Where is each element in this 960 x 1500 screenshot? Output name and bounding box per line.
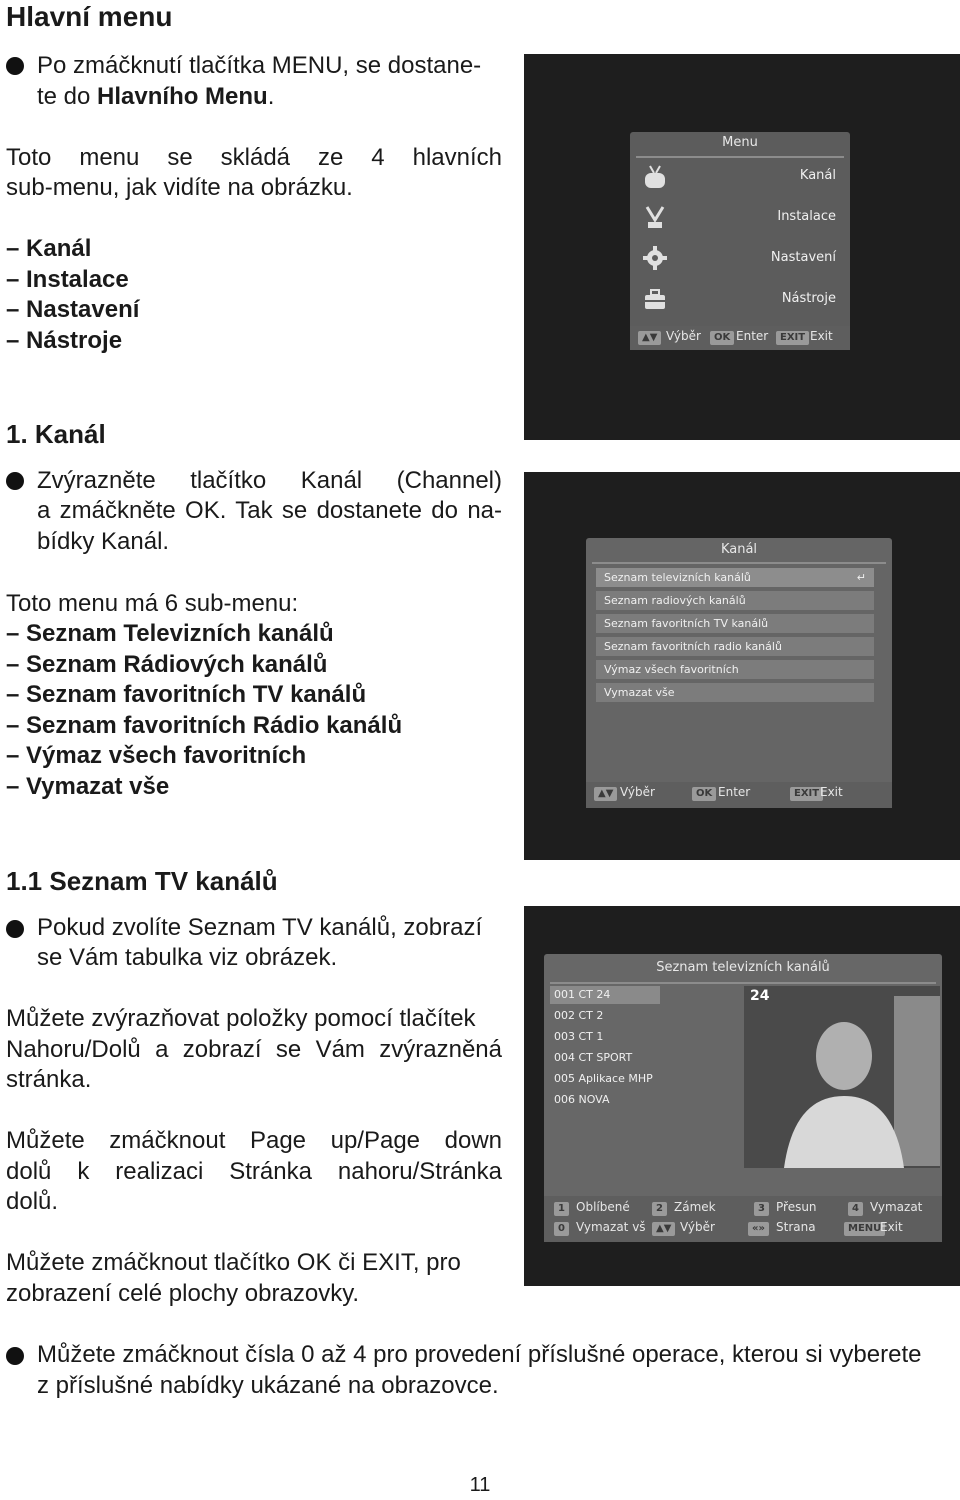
divider (592, 562, 886, 564)
section1-bullet-line3: bídky Kanál. (37, 528, 170, 555)
section1-bullet-line2: a zmáčkněte OK. Tak se dostanete do na- (37, 497, 502, 524)
updown-key: ▲▼ (594, 787, 617, 801)
kanal-submenu-item: – Seznam favoritních TV kanálů (6, 680, 402, 711)
section11-p3-line2: zobrazení celé plochy obrazovky. (6, 1280, 360, 1307)
main-menu-panel (630, 132, 850, 350)
ok-key: OK (710, 331, 734, 345)
kanal-item-fav-tv[interactable]: Seznam favoritních TV kanálů (596, 614, 874, 633)
section11-p2-line2: dolů k realizaci Stránka nahoru/Stránka (6, 1158, 502, 1185)
lock-label: Zámek (674, 1200, 716, 1214)
divider (550, 982, 936, 984)
section11-p2-line1: Můžete zmáčknout Page up/Page down (6, 1127, 502, 1154)
bullet-dot (6, 472, 24, 490)
page-number: 11 (469, 1474, 491, 1496)
intro-bullet-text (37, 51, 502, 112)
menu-item-nastaveni[interactable]: Nastavení (770, 250, 836, 265)
divider (636, 156, 844, 158)
kanal-item-fav-radio[interactable]: Seznam favoritních radio kanálů (596, 637, 874, 656)
section11-bullet-line1: Pokud zvolíte Seznam TV kanálů, zobrazí (37, 914, 483, 941)
submenu-item: – Nastavení (6, 295, 139, 326)
move-label: Přesun (776, 1200, 817, 1214)
intro-bullet-line2-pre: te do (37, 82, 98, 110)
enter-label: Enter (718, 785, 751, 799)
kanal-item-delete-fav[interactable]: Výmaz všech favoritních (596, 660, 874, 679)
intro-para-line2: sub-menu, jak vidíte na obrázku. (6, 174, 353, 201)
channel-row[interactable]: 006 NOVA (554, 1093, 610, 1106)
section11-bullet-line2: se Vám tabulka viz obrázek. (37, 944, 338, 971)
kanal-title: Kanál (720, 542, 758, 557)
key-4: 4 (848, 1202, 863, 1216)
section1-bullet-line1: Zvýrazněte tlačítko Kanál (Channel) (37, 467, 502, 494)
enter-icon: ↵ (856, 571, 866, 584)
video-preview (744, 986, 940, 1168)
section11-p3-line1: Můžete zmáčknout tlačítko OK či EXIT, pro (6, 1249, 461, 1276)
kanal-submenu-item: – Seznam Televizních kanálů (6, 619, 402, 650)
delete-all-label: Vymazat vš (576, 1220, 646, 1234)
kanal-panel (586, 538, 892, 808)
updown-key: ▲▼ (638, 331, 661, 345)
intro-bullet-line2 (37, 82, 502, 113)
toolbox-icon (642, 286, 668, 312)
exit-label: Exit (820, 785, 843, 799)
kanal-item-tv-list[interactable] (596, 568, 874, 587)
kanal-footer (586, 782, 892, 808)
section11-p1-line1: Můžete zvýrazňovat položky pomocí tlačítek (6, 1005, 476, 1032)
presenter-image (744, 986, 940, 1168)
submenu-item: – Kanál (6, 234, 139, 265)
page-heading: Hlavní menu (6, 1, 173, 32)
menu-item-instalace[interactable]: Instalace (777, 209, 836, 224)
kanal-submenu-item: – Seznam Rádiových kanálů (6, 650, 402, 681)
submenu-item: – Instalace (6, 265, 139, 296)
key-0: 0 (554, 1222, 569, 1236)
channel-logo: 24 (750, 988, 770, 1004)
key-3: 3 (754, 1202, 769, 1216)
exit-label: Exit (880, 1220, 903, 1234)
enter-label: Enter (736, 329, 769, 343)
favorites-label: Oblíbené (576, 1200, 630, 1214)
intro-bullet-line1: Po zmáčknutí tlačítka MENU, se dostane- (37, 52, 482, 79)
tvlist-title: Seznam televizních kanálů (656, 960, 830, 975)
menu-item-nastroje[interactable]: Nástroje (781, 291, 836, 306)
kanal-item-delete-all[interactable]: Vymazat vše (596, 683, 874, 702)
key-2: 2 (652, 1202, 667, 1216)
delete-label: Vymazat (870, 1200, 923, 1214)
screenshot-main-menu (524, 54, 960, 440)
kanal-submenu-item: – Vymazat vše (6, 772, 402, 803)
updown-key: ▲▼ (652, 1222, 675, 1236)
section11-p1-line2: Nahoru/Dolů a zobrazí se Vám zvýrazněná (6, 1036, 502, 1063)
gear-icon (642, 245, 668, 271)
tvlist-footer (544, 1196, 942, 1242)
channel-row[interactable]: 005 Aplikace MHP (554, 1072, 653, 1085)
screenshot-kanal-menu (524, 472, 960, 860)
select-label: Výběr (666, 329, 701, 343)
section1-heading: 1. Kanál (6, 419, 106, 449)
exit-key: EXIT (776, 331, 809, 345)
satellite-dish-icon (642, 204, 668, 230)
kanal-item-label: Seznam televizních kanálů (604, 571, 751, 584)
channel-row[interactable]: 002 CT 2 (554, 1009, 604, 1022)
exit-key: EXIT (790, 787, 823, 801)
bullet-dot (6, 1347, 24, 1365)
kanal-submenu-item: – Výmaz všech favoritních (6, 741, 402, 772)
tvlist-panel (544, 954, 942, 1242)
screenshot-tv-list (524, 906, 960, 1286)
menu-key: MENU (844, 1222, 885, 1236)
channel-row[interactable]: 003 CT 1 (554, 1030, 604, 1043)
channel-row[interactable]: 001 CT 24 (550, 986, 660, 1004)
kanal-item-radio-list[interactable]: Seznam radiových kanálů (596, 591, 874, 610)
menu-item-kanal[interactable]: Kanál (799, 168, 836, 183)
page-label: Strana (776, 1220, 816, 1234)
intro-para-line1: Toto menu se skládá ze 4 hlavních (6, 144, 502, 171)
key-1: 1 (554, 1202, 569, 1216)
section11-p2-line3: dolů. (6, 1188, 59, 1215)
section11-bullet2-line1: Můžete zmáčknout čísla 0 až 4 pro provedení příslušné operace, kterou si vyberete (37, 1341, 922, 1368)
section1-list-intro: Toto menu má 6 sub-menu: (6, 590, 299, 617)
section11-p1-line3: stránka. (6, 1066, 92, 1093)
bullet-dot (6, 57, 24, 75)
select-label: Výběr (620, 785, 655, 799)
intro-bullet-bold: Hlavního Menu (97, 82, 268, 110)
intro-bullet-post: . (267, 82, 275, 110)
ok-key: OK (692, 787, 716, 801)
intro-submenu-list (6, 234, 139, 356)
submenu-item: – Nástroje (6, 326, 139, 357)
main-menu-title: Menu (722, 135, 758, 150)
bullet-dot (6, 920, 24, 938)
page-key: «» (748, 1222, 769, 1236)
select-label: Výběr (680, 1220, 715, 1234)
section11-bullet2-line2: z příslušné nabídky ukázané na obrazovce. (37, 1372, 499, 1399)
tv-icon (642, 164, 668, 190)
section11-heading: 1.1 Seznam TV kanálů (6, 866, 278, 896)
exit-label: Exit (810, 329, 833, 343)
kanal-submenu-list (6, 619, 402, 802)
main-menu-footer (630, 326, 850, 350)
channel-row[interactable]: 004 CT SPORT (554, 1051, 633, 1064)
kanal-submenu-item: – Seznam favoritních Rádio kanálů (6, 711, 402, 742)
